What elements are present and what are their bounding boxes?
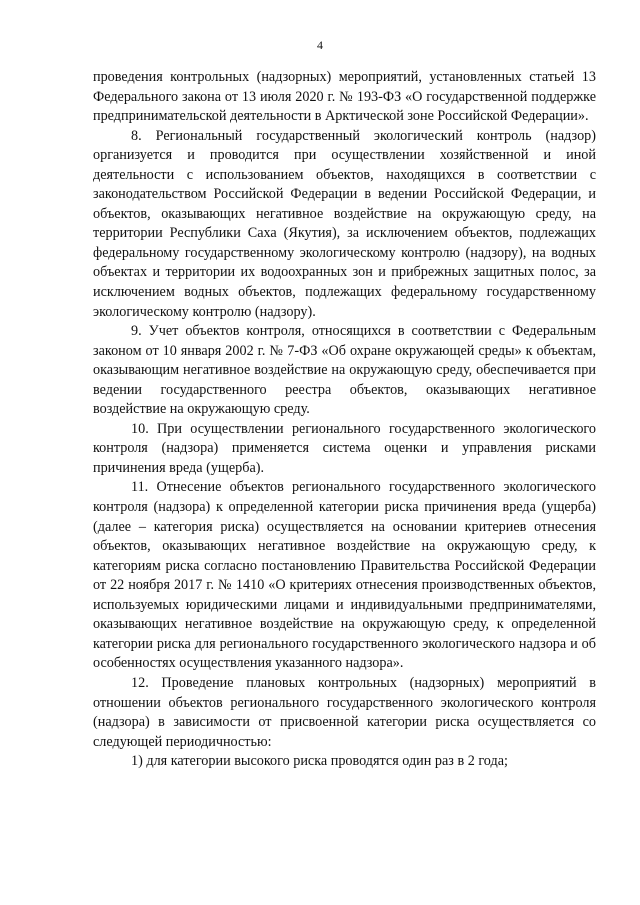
document-body [93,68,596,772]
paragraph-10: 10. При осуществлении регионального государственного экологического контроля (надзора) применяется система оценки и управления рисками причинения вреда (ущерба). [93,420,596,476]
paragraph-11: 11. Отнесение объектов регионального государственного экологического контроля (надзора) к определенной категории риска причинения вреда (ущерба) (далее – категория риска) осуществляется на основании критериев отнесения объектов, оказывающих негативное воздействие на окружающую среду, к категориям риска согласно постановлению Правительства Российской Федерации от 22 ноября 2017 г. № 1410 «О критериях отнесения производственных объектов, используемых юридическими лицами и индивидуальными предпринимателями, оказывающих негативное воздействие на окружающую среду, к определенной категории риска для регионального государственного экологического надзора и об особенностях осуществления указанного надзора». [93,479,596,672]
page-number: 4 [317,38,323,52]
paragraph-12: 12. Проведение плановых контрольных (надзорных) мероприятий в отношении объектов регионального государственного экологического контроля (надзора) в зависимости от присвоенной категории риска осуществляется со следующей периодичностью: [93,674,596,750]
paragraph-8: 8. Региональный государственный экологический контроль (надзор) организуется и проводится при осуществлении хозяйственной и иной деятельности с использованием объектов, находящихся в соответствии с законодательством Российской Федерации в ведении Российской Федерации, и объектов, оказывающих негативное воздействие на окружающую среду, на территории Республики Саха (Якутия), за исключением объектов, подлежащих федеральному государственному экологическому контролю (надзору), на водных объектах и территории их водоохранных зон и прибрежных защитных полос, за исключением водных объектов, подлежащих федеральному государственному экологическому контролю (надзору). [93,127,596,320]
paragraph-continuation: проведения контрольных (надзорных) мероприятий, установленных статьей 13 Федерального закона от 13 июля 2020 г. № 193-ФЗ «О государственной поддержке предпринимательской деятельности в Арктической зоне Российской Федерации». [93,69,596,125]
paragraph-9: 9. Учет объектов контроля, относящихся в соответствии с Федеральным законом от 10 января 2002 г. № 7-ФЗ «Об охране окружающей среды» к объектам, оказывающим негативное воздействие на окружающую среду, обеспечивается при ведении государственного реестра объектов, оказывающих негативное воздействие на окружающую среду. [93,323,596,418]
paragraph-12-item-1: 1) для категории высокого риска проводятся один раз в 2 года; [131,753,508,770]
